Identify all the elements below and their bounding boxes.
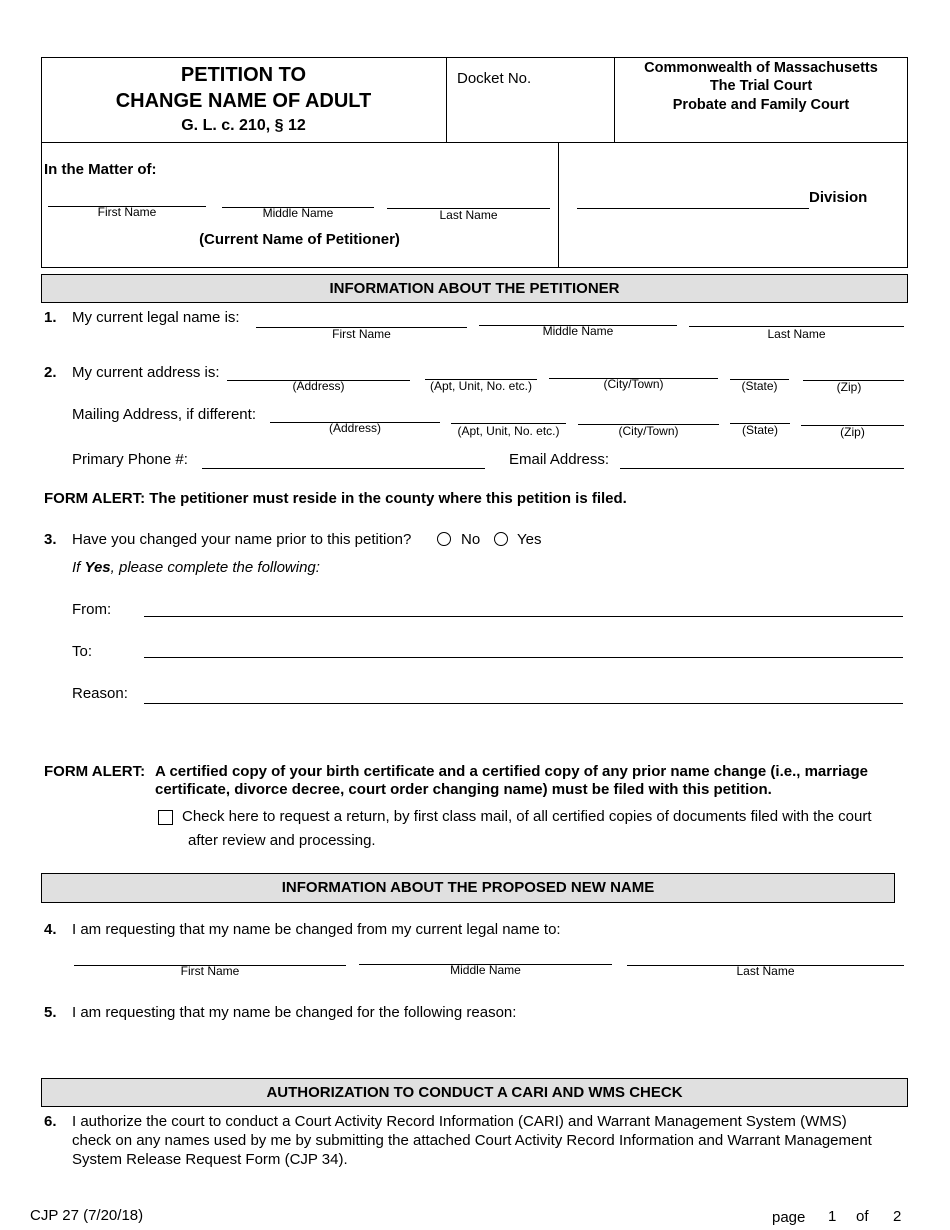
q3-label: Have you changed your name prior to this petition? [72, 531, 412, 548]
matter-label: In the Matter of: [44, 161, 157, 178]
to-label: To: [72, 643, 93, 660]
q6-line1: I authorize the court to conduct a Court Activity Record Information (CARI) and Warrant Management System (WMS) [72, 1113, 847, 1130]
mail-city-caption: (City/Town) [618, 424, 679, 438]
matter-middle-caption: Middle Name [262, 206, 334, 220]
phone-line[interactable] [202, 468, 485, 469]
division-label: Division [809, 189, 868, 206]
state-caption: (State) [741, 379, 778, 393]
from-line[interactable] [144, 616, 903, 617]
page-word: page [772, 1209, 806, 1226]
page-total: 2 [893, 1208, 902, 1225]
phone-label: Primary Phone #: [72, 451, 188, 468]
q6-number: 6. [44, 1113, 57, 1130]
new-middle-caption: Middle Name [450, 963, 521, 977]
new-last-caption: Last Name [736, 964, 795, 978]
current-name-caption: (Current Name of Petitioner) [199, 231, 400, 248]
mail-state-caption: (State) [741, 423, 778, 437]
q6-line3: System Release Request Form (CJP 34). [72, 1151, 348, 1168]
form-title-line2: CHANGE NAME OF ADULT [115, 90, 372, 112]
city-caption: (City/Town) [603, 377, 664, 391]
form-alert-certified-line2: certificate, divorce decree, court order changing name) must be filed with this petition. [155, 781, 772, 798]
from-label: From: [72, 601, 112, 618]
petitioner-section-title: INFORMATION ABOUT THE PETITIONER [41, 274, 908, 303]
q5-label: I am requesting that my name be changed for the following reason: [72, 1004, 517, 1021]
q4-label: I am requesting that my name be changed from my current legal name to: [72, 921, 561, 938]
q5-reason-input[interactable] [72, 1026, 906, 1074]
q6-line2: check on any names used by me by submitting the attached Court Activity Record Information and Warrant Management [72, 1132, 872, 1149]
header-vdivider-1 [446, 57, 447, 142]
q5-number: 5. [44, 1004, 57, 1021]
form-alert-certified-line1: A certified copy of your birth certificate and a certified copy of any prior name change (i.e., marriage [155, 763, 868, 780]
reason-label: Reason: [72, 685, 128, 702]
q1-number: 1. [44, 309, 57, 326]
mail-addr-caption: (Address) [328, 421, 381, 435]
form-title-line1: PETITION TO [180, 64, 307, 86]
mail-zip-caption: (Zip) [840, 425, 865, 439]
apt-caption: (Apt, Unit, No. etc.) [429, 379, 533, 393]
q1-first-caption: First Name [332, 327, 391, 341]
form-alert-certified-prefix: FORM ALERT: [44, 763, 146, 780]
q4-number: 4. [44, 921, 57, 938]
q3-number: 3. [44, 531, 57, 548]
q3-yes-radio[interactable] [494, 532, 508, 546]
return-documents-line1: Check here to request a return, by first class mail, of all certified copies of documents filed with the court [182, 808, 872, 825]
email-label: Email Address: [509, 451, 610, 468]
if-yes-instruction: If Yes, please complete the following: [72, 559, 320, 576]
zip-caption: (Zip) [836, 380, 862, 394]
form-id: CJP 27 (7/20/18) [30, 1207, 144, 1224]
page-number: 1 [828, 1208, 837, 1225]
matter-first-caption: First Name [97, 205, 157, 219]
court-line1: Commonwealth of Massachusetts [644, 60, 878, 76]
court-line3: Probate and Family Court [672, 97, 850, 113]
q1-middle-caption: Middle Name [542, 324, 614, 338]
mailing-label: Mailing Address, if different: [72, 406, 256, 423]
addr-caption: (Address) [292, 379, 345, 393]
q2-label: My current address is: [72, 364, 220, 381]
email-line[interactable] [620, 468, 904, 469]
return-documents-checkbox[interactable] [158, 810, 173, 825]
division-line[interactable] [577, 208, 809, 209]
new-name-section-title: INFORMATION ABOUT THE PROPOSED NEW NAME [41, 873, 895, 903]
docket-input[interactable] [455, 95, 609, 115]
q3-yes-label: Yes [517, 531, 542, 548]
statute: G. L. c. 210, § 12 [181, 117, 306, 134]
cari-section-title: AUTHORIZATION TO CONDUCT A CARI AND WMS CHECK [41, 1078, 908, 1107]
form-alert-residence: FORM ALERT: The petitioner must reside in the county where this petition is filed. [44, 490, 627, 507]
new-first-caption: First Name [180, 964, 240, 978]
docket-label: Docket No. [457, 70, 532, 87]
q2-number: 2. [44, 364, 57, 381]
header-divider [41, 142, 908, 143]
q3-no-label: No [461, 531, 481, 548]
matter-vdivider [558, 142, 559, 268]
return-documents-line2: after review and processing. [188, 832, 376, 849]
q1-last-caption: Last Name [767, 327, 826, 341]
court-line2: The Trial Court [709, 78, 813, 94]
q1-label: My current legal name is: [72, 309, 240, 326]
reason-line[interactable] [144, 703, 903, 704]
to-line[interactable] [144, 657, 903, 658]
of-word: of [856, 1208, 869, 1225]
matter-last-caption: Last Name [439, 208, 498, 222]
mail-apt-caption: (Apt, Unit, No. etc.) [457, 424, 560, 438]
q3-no-radio[interactable] [437, 532, 451, 546]
